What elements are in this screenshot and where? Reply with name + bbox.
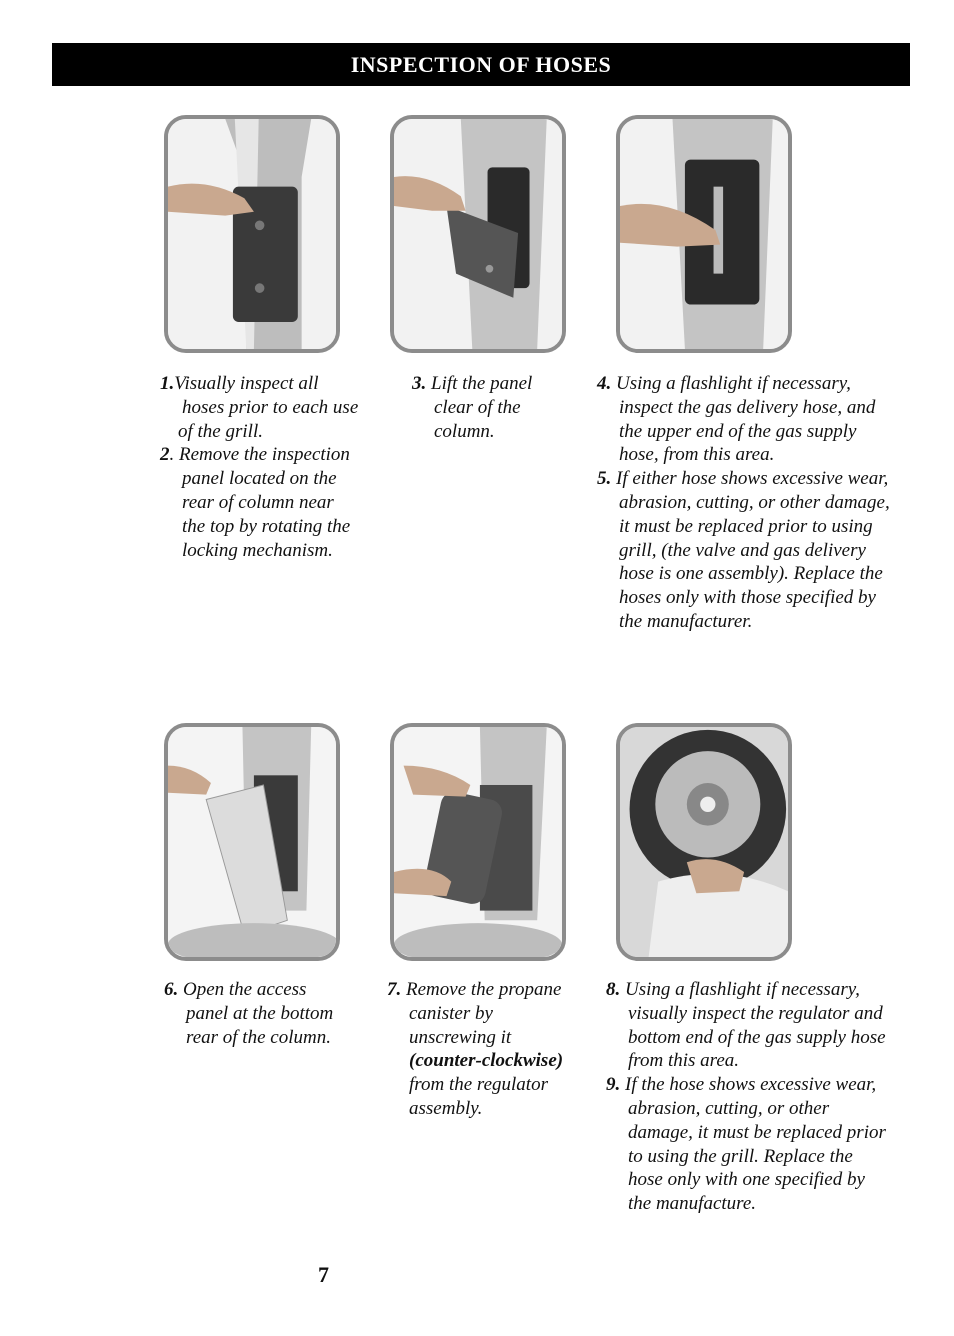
step-7-number: 7. <box>387 979 402 1000</box>
caption-step-3 <box>412 372 572 443</box>
page-number: 7 <box>318 1262 329 1287</box>
step-1-text: Visually inspect all hoses prior to each use <box>174 373 359 418</box>
photo-step-8 <box>616 723 792 961</box>
step-7-direction: (counter-clockwise) <box>409 1050 564 1072</box>
step-1 <box>160 372 360 420</box>
photo-step-6 <box>164 723 340 961</box>
step-4 <box>597 372 897 467</box>
step-8 <box>606 978 886 1073</box>
step-5-number: 5. <box>597 468 612 490</box>
step-6-number: 6. <box>164 979 179 1000</box>
step-9-text: If the hose shows excessive wear, abrasion, cutting, or other damage, it must be replaced prior to using the grill. Replace the hose only with one specified by the manufacture. <box>620 1074 886 1215</box>
step-5-text: If either hose shows excessive wear, abrasion, cutting, or other damage, it must be replaced prior to using grill, (the valve and gas delivery hose is one assembly). Replace the hoses only with those specified by the manufacturer. <box>611 468 890 632</box>
caption-steps-4-5 <box>597 372 897 634</box>
caption-steps-1-2 <box>160 372 360 562</box>
step-8-text: Using a flashlight if necessary, visually inspect the regulator and bottom end of the gas supply hose from this area. <box>620 979 886 1072</box>
step-8-number: 8. <box>606 979 621 1000</box>
step-6 <box>164 978 344 1049</box>
step-9-number: 9. <box>606 1074 621 1096</box>
photo-step-7 <box>390 723 566 961</box>
caption-step-7 <box>387 978 572 1121</box>
step-6-text: Open the access panel at the bottom rear of the column. <box>178 979 334 1048</box>
step-7 <box>387 978 572 1121</box>
step-4-number: 4. <box>597 373 612 394</box>
step-7-text-a: Remove the propane canister by unscrewing it <box>401 979 562 1048</box>
step-4-text: Using a flashlight if necessary, inspect the gas delivery hose, and the upper end of the gas supply hose, from this area. <box>611 373 876 466</box>
step-1-number: 1. <box>160 373 175 394</box>
step-3-number: 3. <box>412 373 427 394</box>
step-2 <box>160 443 360 562</box>
step-2-text: . Remove the inspection panel located on the rear of column near the top by rotating the locking mechanism. <box>169 444 351 561</box>
page-title: INSPECTION OF HOSES <box>52 43 910 86</box>
step-3 <box>412 372 572 443</box>
step-7-text-b: from the regulator assembly. <box>409 1074 548 1119</box>
caption-step-6 <box>164 978 344 1049</box>
step-9 <box>606 1073 886 1216</box>
step-5 <box>597 467 897 634</box>
step-1-tail: of the grill. <box>178 420 263 442</box>
photo-step-3 <box>390 115 566 353</box>
caption-steps-8-9 <box>606 978 886 1216</box>
step-3-text: Lift the panel clear of the column. <box>426 373 533 442</box>
step-2-number: 2 <box>160 444 170 466</box>
photo-step-1 <box>164 115 340 353</box>
photo-step-4 <box>616 115 792 353</box>
